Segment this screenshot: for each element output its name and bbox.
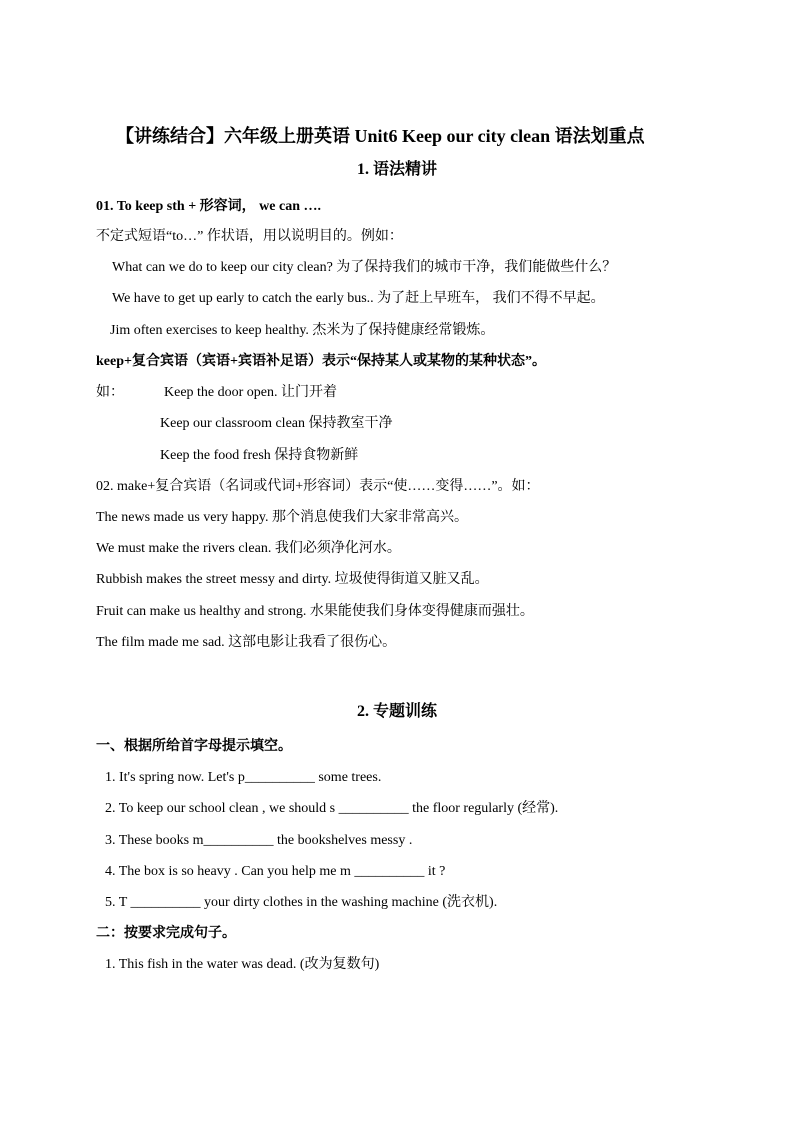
keep-examples-prefix: 如： [96, 385, 124, 400]
point2-heading: 02. make+复合宾语（名词或代词+形容词）表示“使……变得……”。如： [96, 479, 540, 494]
point2-example: We must make the rivers clean. 我们必须净化河水。 [96, 541, 401, 556]
exercise-question: 1. It's spring now. Let's p__________ some trees. [105, 770, 382, 785]
point1-example: We have to get up early to catch the early bus.. 为了赶上早班车， 我们不得不早起。 [112, 291, 605, 306]
point2-example: The film made me sad. 这部电影让我看了很伤心。 [96, 635, 397, 650]
section1-heading: 1. 语法精讲 [357, 161, 438, 178]
point1-example: What can we do to keep our city clean? 为了保持我们的城市干净，我们能做些什么？ [112, 260, 617, 275]
point1-intro: 不定式短语“to…” 作状语，用以说明目的。例如： [96, 229, 403, 244]
exercise-question: 3. These books m__________ the bookshelves messy . [105, 833, 413, 848]
keep-example: Keep our classroom clean 保持教室干净 [160, 416, 393, 431]
section2-heading: 2. 专题训练 [357, 703, 438, 720]
keep-rule: keep+复合宾语（宾语+宾语补足语）表示“保持某人或某物的某种状态”。 [96, 354, 546, 369]
part1-heading: 一、根据所给首字母提示填空。 [96, 739, 292, 754]
document-title: 【讲练结合】六年级上册英语 Unit6 Keep our city clean 语法划重点 [116, 126, 645, 146]
exercise-question: 2. To keep our school clean , we should s __________ the floor regularly (经常). [105, 801, 559, 816]
part2-heading: 二：按要求完成句子。 [96, 926, 236, 941]
keep-example: Keep the door open. 让门开着 [164, 385, 338, 400]
keep-example: Keep the food fresh 保持食物新鲜 [160, 448, 359, 463]
point2-example: Rubbish makes the street messy and dirty. 垃圾使得街道又脏又乱。 [96, 572, 489, 587]
exercise-question: 5. T __________ your dirty clothes in the washing machine (洗衣机). [105, 895, 498, 910]
exercise-question: 4. The box is so heavy . Can you help me m __________ it ? [105, 864, 446, 879]
point2-example: Fruit can make us healthy and strong. 水果能使我们身体变得健康而强壮。 [96, 604, 534, 619]
exercise-question: 1. This fish in the water was dead. (改为复数句) [105, 957, 380, 972]
point2-example: The news made us very happy. 那个消息使我们大家非常高兴。 [96, 510, 468, 525]
point1-heading: 01. To keep sth + 形容词， we can …. [96, 199, 321, 214]
point1-example: Jim often exercises to keep healthy. 杰米为了保持健康经常锻炼。 [110, 323, 495, 338]
